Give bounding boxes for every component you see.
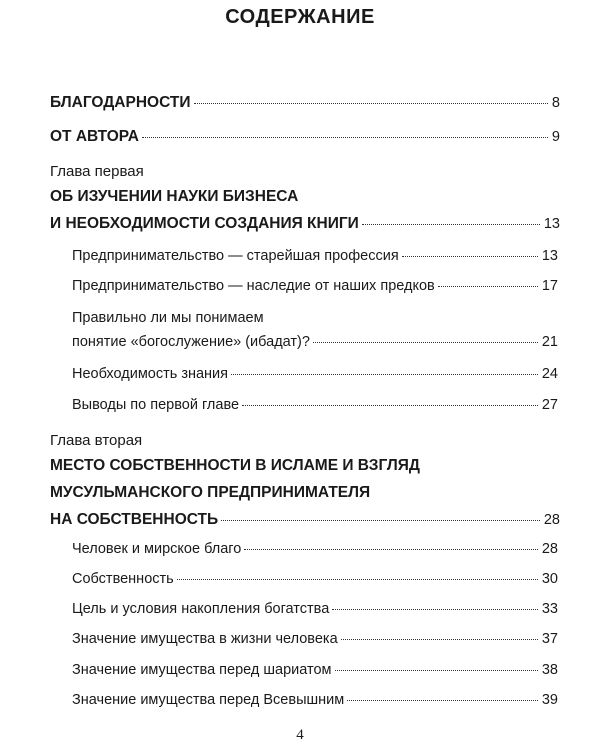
toc-entry-chapter1[interactable] <box>50 215 560 233</box>
toc-page-number: 28 <box>543 512 560 528</box>
toc-entry-section[interactable] <box>72 248 558 264</box>
toc-entry-chapter2[interactable] <box>50 511 560 529</box>
leader-dots <box>347 700 538 701</box>
toc-entry-label: Значение имущества перед Всевышним <box>72 692 345 708</box>
page-title: СОДЕРЖАНИЕ <box>225 6 375 28</box>
toc-entry-section[interactable] <box>72 541 558 557</box>
toc-entry-label: Собственность <box>72 571 174 587</box>
toc-entry-section[interactable] <box>72 631 558 647</box>
toc-page-number: 30 <box>541 571 558 587</box>
toc-entry-label: Необходимость знания <box>72 366 229 382</box>
leader-dots <box>341 639 538 640</box>
toc-page-number: 37 <box>541 631 558 647</box>
chapter1-label: Глава первая <box>50 163 144 180</box>
chapter2-title-line2: МУСУЛЬМАНСКОГО ПРЕДПРИНИМАТЕЛЯ <box>50 484 371 501</box>
toc-entry-label: ОТ АВТОРА <box>50 128 139 145</box>
toc-page-number: 33 <box>541 601 558 617</box>
toc-entry-section[interactable] <box>72 571 558 587</box>
toc-page-number: 17 <box>541 278 558 294</box>
toc-entry-label: Значение имущества перед шариатом <box>72 662 332 678</box>
toc-page-number: 38 <box>541 662 558 678</box>
toc-page-number: 39 <box>541 692 558 708</box>
toc-entry-label: Человек и мирское благо <box>72 541 242 557</box>
leader-dots <box>231 374 538 375</box>
toc-entry-acknowledgements[interactable] <box>50 94 560 112</box>
toc-entry-label: И НЕОБХОДИМОСТИ СОЗДАНИЯ КНИГИ <box>50 215 359 232</box>
toc-page-number: 21 <box>541 334 558 350</box>
leader-dots <box>221 520 540 521</box>
toc-entry-label: Выводы по первой главе <box>72 397 240 413</box>
toc-entry-label: Значение имущества в жизни человека <box>72 631 338 647</box>
toc-entry-section[interactable] <box>72 278 558 294</box>
toc-entry-section[interactable] <box>72 692 558 708</box>
toc-entry-label: Предпринимательство — старейшая профессия <box>72 248 399 264</box>
toc-page-number: 28 <box>541 541 558 557</box>
leader-dots <box>142 137 548 138</box>
toc-entry-section[interactable] <box>72 366 558 382</box>
toc-entry-label: Цель и условия накопления богатства <box>72 601 330 617</box>
leader-dots <box>402 256 538 257</box>
toc-entry-section[interactable] <box>72 662 558 678</box>
toc-entry-author-note[interactable] <box>50 128 560 146</box>
leader-dots <box>438 286 538 287</box>
chapter2-title-line1: МЕСТО СОБСТВЕННОСТИ В ИСЛАМЕ И ВЗГЛЯД <box>50 457 420 474</box>
leader-dots <box>194 103 548 104</box>
toc-entry-label: НА СОБСТВЕННОСТЬ <box>50 511 219 528</box>
leader-dots <box>362 224 540 225</box>
toc-page-number: 13 <box>543 216 560 232</box>
toc-entry-section[interactable] <box>72 601 558 617</box>
toc-entry-label: понятие «богослужение» (ибадат)? <box>72 334 310 350</box>
leader-dots <box>335 670 538 671</box>
toc-entry-label: БЛАГОДАРНОСТИ <box>50 94 191 111</box>
leader-dots <box>332 609 538 610</box>
toc-entry-section[interactable] <box>72 334 558 350</box>
toc-entry-label-line1: Правильно ли мы понимаем <box>72 310 264 326</box>
leader-dots <box>242 405 538 406</box>
leader-dots <box>244 549 538 550</box>
page-number: 4 <box>296 727 304 743</box>
leader-dots <box>177 579 538 580</box>
leader-dots <box>313 342 538 343</box>
chapter2-label: Глава вторая <box>50 432 143 449</box>
chapter1-title-line1: ОБ ИЗУЧЕНИИ НАУКИ БИЗНЕСА <box>50 188 299 205</box>
toc-page-number: 8 <box>551 95 560 111</box>
toc-page-number: 13 <box>541 248 558 264</box>
toc-entry-label: Предпринимательство — наследие от наших предков <box>72 278 435 294</box>
toc-entry-section[interactable] <box>72 397 558 413</box>
toc-page-number: 24 <box>541 366 558 382</box>
toc-page-number: 27 <box>541 397 558 413</box>
toc-page-number: 9 <box>551 129 560 145</box>
